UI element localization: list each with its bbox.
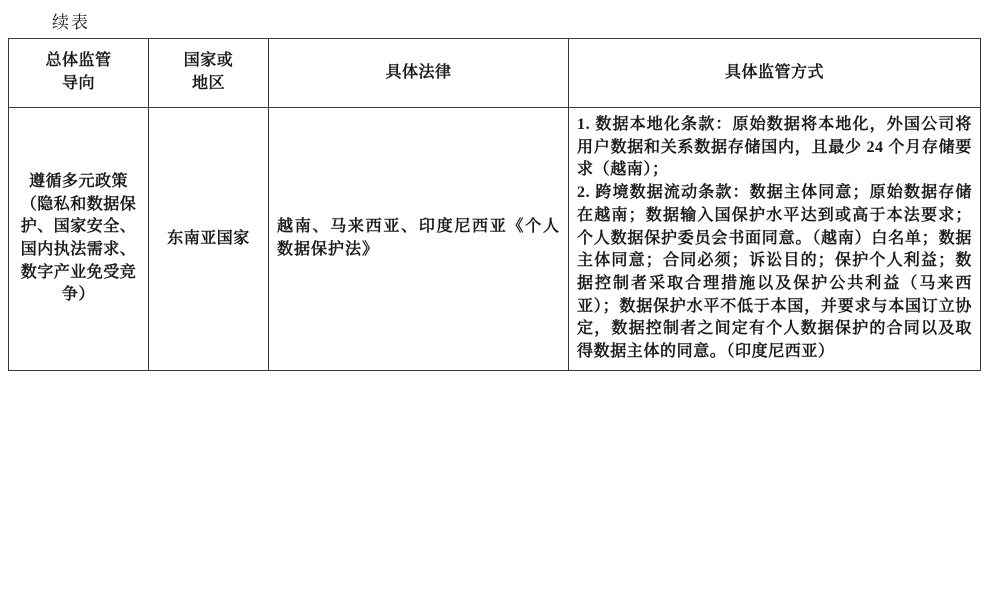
column-header-specific-measures [569, 39, 981, 108]
cell-specific-law: 越南、马来西亚、印度尼西亚《个人数据保护法》 [269, 108, 569, 371]
continued-table-label: 续表 [52, 13, 90, 32]
cell-specific-measures [569, 108, 981, 371]
column-header-country-region [149, 39, 269, 108]
table-header [9, 39, 981, 108]
column-header-specific-law [269, 39, 569, 108]
table-body [9, 108, 981, 371]
column-header-country-region-line2: 地区 [191, 75, 225, 92]
column-header-overall-orientation-line1: 总体监管 [45, 52, 112, 70]
column-header-country-region-line1: 国家或 [183, 52, 234, 70]
column-header-overall-orientation-line2: 导向 [61, 75, 95, 92]
cell-overall-orientation: 遵循多元政策（隐私和数据保护、国家安全、国内执法需求、数字产业免受竞争） [9, 108, 149, 371]
cell-country-region: 东南亚国家 [149, 108, 269, 371]
measure-paragraph-2: 2. 跨境数据流动条款：数据主体同意；原始数据存储在越南；数据输入国保护水平达到或高于本法要求；个人数据保护委员会书面同意。（越南）白名单；数据主体同意；合同必须；诉讼目的；保护个人利益；数据控制者采取合理措施以及保护公共利益（马来西亚）；数据保护水平不低于本国，并要求与本国订立协定，数据控制者之间定有个人数据保护的合同以及取得数据主体的同意。（印度尼西亚） [577, 184, 972, 361]
column-header-specific-measures-line1: 具体监管方式 [724, 63, 824, 81]
table-row [9, 108, 981, 371]
measure-paragraph-1: 1. 数据本地化条款：原始数据将本地化，外国公司将用户数据和关系数据存储国内，且最少 24 个月存储要求（越南）； [577, 116, 972, 179]
table-header-row [9, 39, 981, 108]
column-header-specific-law-line1: 具体法律 [385, 63, 452, 81]
column-header-overall-orientation [9, 39, 149, 108]
regulation-table [8, 38, 981, 371]
